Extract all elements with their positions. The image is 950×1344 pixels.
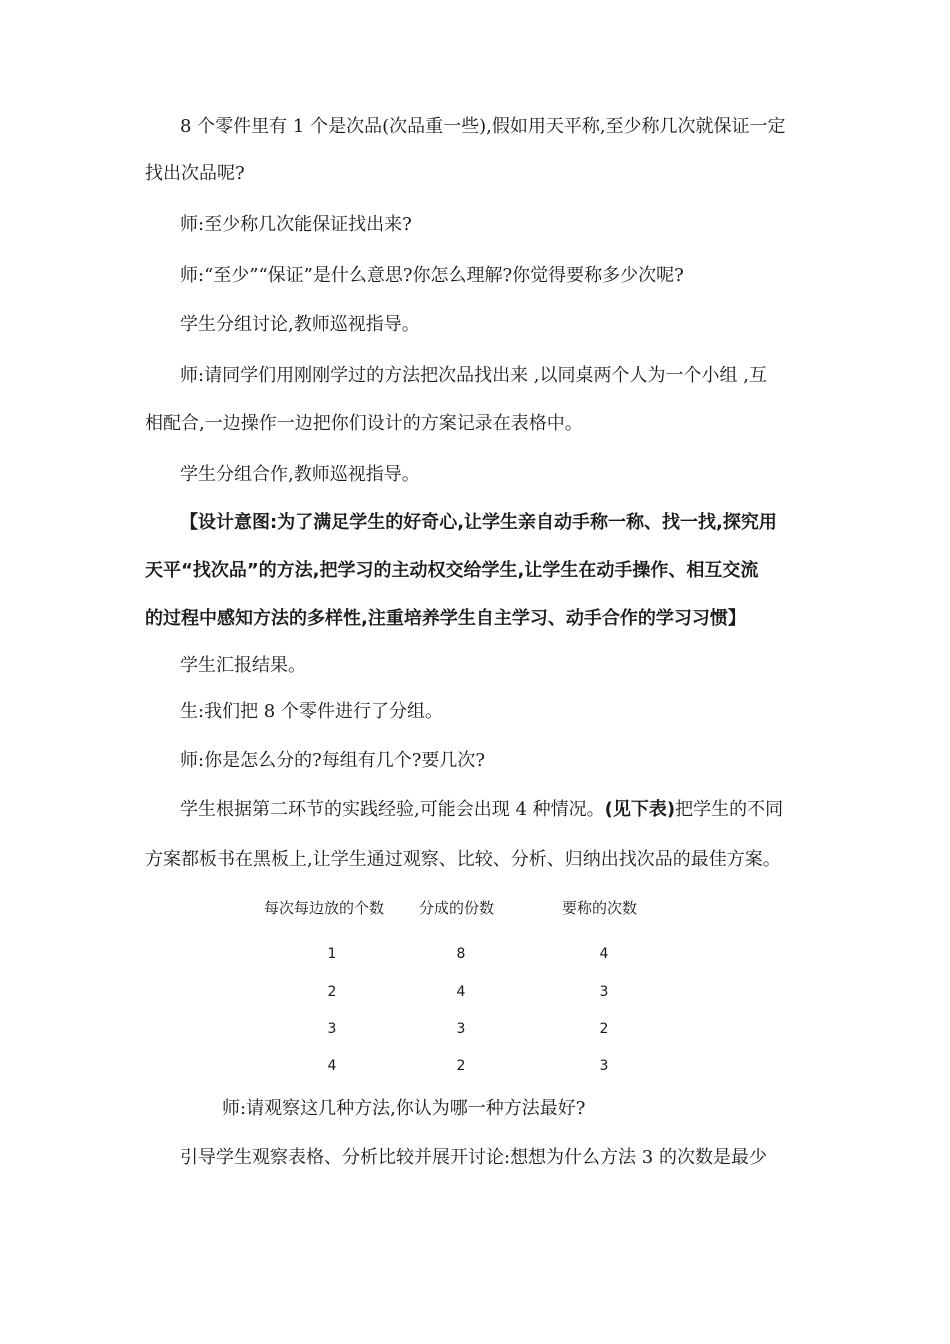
paragraph-1-line-2: 找出次品呢? xyxy=(145,163,245,184)
table-cell: 3 xyxy=(599,1058,609,1074)
design-note-line-3: 的过程中感知方法的多样性,注重培养学生自主学习、动手合作的学习习惯】 xyxy=(145,608,746,629)
table-cell: 1 xyxy=(327,946,337,962)
table-cell: 2 xyxy=(327,984,337,1000)
paragraph-10-line-1 xyxy=(180,798,783,822)
paragraph-5-line-2: 相配合,一边操作一边把你们设计的方案记录在表格中。 xyxy=(145,413,583,434)
paragraph-4: 学生分组讨论,教师巡视指导。 xyxy=(180,314,420,335)
table-header-weighings: 要称的次数 xyxy=(562,899,638,917)
table-cell: 2 xyxy=(456,1058,466,1074)
paragraph-11: 师:请观察这几种方法,你认为哪一种方法最好? xyxy=(222,1098,586,1119)
paragraph-10-text-c: 把学生的不同 xyxy=(675,799,784,820)
paragraph-5-line-1: 师:请同学们用刚刚学过的方法把次品找出来 ,以同桌两个人为一个小组 ,互 xyxy=(180,365,767,386)
table-header-per-side: 每次每边放的个数 xyxy=(264,899,385,917)
table-cell: 3 xyxy=(456,1021,466,1037)
table-cell: 2 xyxy=(599,1021,609,1037)
table-header-groups: 分成的份数 xyxy=(419,899,495,917)
design-note-line-1: 【设计意图:为了满足学生的好奇心,让学生亲自动手称一称、找一找,探究用 xyxy=(180,512,777,533)
paragraph-6: 学生分组合作,教师巡视指导。 xyxy=(180,464,420,485)
table-cell: 8 xyxy=(456,946,466,962)
paragraph-3: 师:“至少”“保证”是什么意思?你怎么理解?你觉得要称多少次呢? xyxy=(180,265,684,286)
table-cell: 4 xyxy=(599,946,609,962)
paragraph-7: 学生汇报结果。 xyxy=(180,655,306,676)
paragraph-9: 师:你是怎么分的?每组有几个?要几次? xyxy=(180,750,486,771)
paragraph-10-line-2: 方案都板书在黑板上,让学生通过观察、比较、分析、归纳出找次品的最佳方案。 xyxy=(145,849,781,870)
table-cell: 4 xyxy=(456,984,466,1000)
paragraph-1-line-1: 8 个零件里有 1 个是次品(次品重一些),假如用天平称,至少称几次就保证一定 xyxy=(180,116,786,137)
paragraph-2: 师:至少称几次能保证找出来? xyxy=(180,214,412,235)
table-cell: 4 xyxy=(327,1058,337,1074)
design-note-line-2: 天平“找次品”的方法,把学习的主动权交给学生,让学生在动手操作、相互交流 xyxy=(145,560,759,581)
paragraph-10-see-table: (见下表) xyxy=(604,799,676,820)
paragraph-12: 引导学生观察表格、分析比较并展开讨论:想想为什么方法 3 的次数是最少 xyxy=(180,1147,767,1168)
table-cell: 3 xyxy=(599,984,609,1000)
paragraph-10-text-a: 学生根据第二环节的实践经验,可能会出现 4 种情况。 xyxy=(180,799,605,820)
paragraph-8: 生:我们把 8 个零件进行了分组。 xyxy=(180,701,443,722)
table-cell: 3 xyxy=(327,1021,337,1037)
